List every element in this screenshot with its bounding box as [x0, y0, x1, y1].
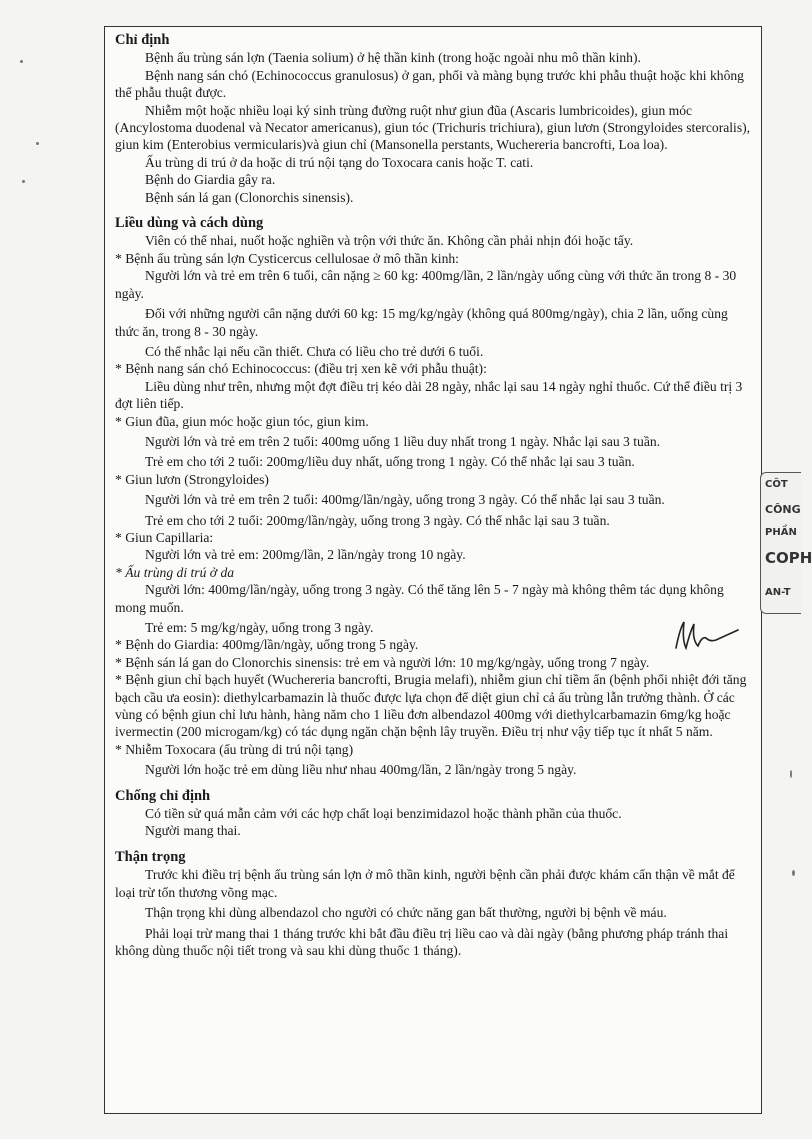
handwritten-signature: [672, 618, 742, 663]
paragraph: Liều dùng như trên, nhưng một đợt điều trị kéo dài 28 ngày, nhắc lại sau 14 ngày nghỉ thuốc. Cứ thể điều trị 3 đợt liên tiếp.: [115, 378, 743, 412]
stamp-text: PHẦN: [765, 527, 797, 538]
paragraph: Phải loại trừ mang thai 1 tháng trước khi bắt đầu điều trị liều cao và dài ngày (bằng phương pháp tránh thai không dùng thuốc nội tiết trong và sau khi dùng thuốc 1 tháng).: [115, 925, 729, 958]
paragraph: Người lớn và trẻ em trên 2 tuổi: 400mg/lần/ngày, uống trong 3 ngày. Có thể nhắc lại sau 3 tuần.: [145, 492, 665, 508]
paragraph: Trước khi điều trị bệnh ấu trùng sán lợn ở mô thần kinh, người bệnh cần phải được khám cẩn thận về mắt để loại trừ tổn thương võng mạc.: [115, 867, 735, 900]
stamp-text: CÔT: [765, 479, 788, 490]
bullet-item: * Giun đũa, giun móc hoặc giun tóc, giun kim.: [115, 413, 369, 429]
margin-speck: [22, 180, 25, 183]
section-heading-than-trong: Thận trọng: [115, 848, 186, 865]
paragraph: Người lớn: 400mg/lần/ngày, uống trong 3 ngày. Có thể tăng lên 5 - 7 ngày mà không thêm tác dụng không mong muốn.: [115, 582, 724, 615]
section-heading-chi-dinh: Chỉ định: [115, 32, 170, 48]
company-stamp: [760, 472, 812, 614]
paragraph: Trẻ em cho tới 2 tuổi: 200mg/liều duy nhất, uống trong 1 ngày. Có thể nhắc lại sau 3 tuần.: [145, 454, 635, 470]
paragraph: Người lớn hoặc trẻ em dùng liều như nhau 400mg/lần, 2 lần/ngày trong 5 ngày.: [145, 762, 577, 778]
bullet-item: * Bệnh do Giardia: 400mg/lần/ngày, uống trong 5 ngày.: [115, 637, 419, 653]
paragraph: Người lớn và trẻ em trên 6 tuổi, cân nặng ≥ 60 kg: 400mg/lần, 2 lần/ngày uống cùng với thức ăn trong 8 - 30 ngày.: [115, 268, 737, 301]
margin-speck: [36, 142, 39, 145]
paragraph: Đối với những người cân nặng dưới 60 kg: 15 mg/kg/ngày (không quá 800mg/ngày), chia 2 lần, uống cùng thức ăn, trong 8 - 30 ngày.: [115, 306, 728, 339]
paragraph: Người lớn và trẻ em: 200mg/lần, 2 lần/ngày trong 10 ngày.: [145, 547, 466, 563]
paragraph: Có thể nhắc lại nếu cần thiết. Chưa có liều cho trẻ dưới 6 tuổi.: [145, 343, 484, 359]
margin-speck: [790, 770, 792, 778]
paragraph: Người mang thai.: [145, 823, 241, 839]
margin-speck: [792, 870, 795, 876]
document-content: [115, 32, 751, 959]
stamp-text: COPH: [765, 549, 812, 567]
document-frame: [104, 26, 762, 1114]
paragraph: Trẻ em: 5 mg/kg/ngày, uống trong 3 ngày.: [145, 620, 374, 635]
bullet-item: * Giun Capillaria:: [115, 529, 214, 545]
margin-speck: [20, 60, 23, 63]
paragraph: Trẻ em cho tới 2 tuổi: 200mg/lần/ngày, uống trong 3 ngày. Có thể nhắc lại sau 3 tuần.: [145, 512, 610, 528]
paragraph: Thận trọng khi dùng albendazol cho người có chức năng gan bất thường, người bị bệnh về máu.: [145, 905, 667, 921]
bullet-item: * Bệnh giun chỉ bạch huyết (Wuchereria bancrofti, Brugia melafi), nhiễm giun chỉ tiềm ẩn (bệnh phổi nhiệt đới tăng bạch cầu ưa eosin): diethylcarbamazin là thuốc được lựa chọn để diệt giun chỉ cả ấu trùng lẫn trưởng thành. Ở các vùng có bệnh giun chỉ lưu hành, hàng năm cho 1 liều đơn albendazol 400mg với diethylcarbamazin 6mg/kg hoặc ivermectin (200 microgam/kg) có tác dụng ngăn chặn bệnh lây truyền. Điều trị như vậy tiếp tục ít nhất 5 năm.: [115, 672, 747, 740]
paragraph: Viên có thể nhai, nuốt hoặc nghiền và trộn với thức ăn. Không cần phải nhịn đói hoặc tẩy.: [145, 233, 634, 249]
paragraph: Người lớn và trẻ em trên 2 tuổi: 400mg uống 1 liều duy nhất trong 1 ngày. Nhắc lại sau 3 tuần.: [145, 433, 661, 449]
bullet-item: * Bệnh sán lá gan do Clonorchis sinensis: trẻ em và người lớn: 10 mg/kg/ngày, uống trong 7 ngày.: [115, 654, 650, 670]
stamp-text: CÔNG: [765, 503, 801, 516]
paragraph: Bệnh nang sán chó (Echinococcus granulosus) ở gan, phổi và màng bụng trước khi phẫu thuật hoặc khi không thể phẫu thuật được.: [115, 67, 744, 101]
bullet-item: * Giun lươn (Strongyloides): [115, 471, 269, 487]
bullet-item: * Bệnh nang sán chó Echinococcus: (điều trị xen kẽ với phẫu thuật):: [115, 361, 487, 377]
section-heading-lieu-dung: Liều dùng và cách dùng: [115, 215, 264, 232]
stamp-text: AN-T: [765, 587, 791, 598]
paragraph: Ấu trùng di trú ở da hoặc di trú nội tạng do Toxocara canis hoặc T. cati.: [145, 154, 534, 170]
paragraph: Nhiễm một hoặc nhiều loại ký sinh trùng đường ruột như giun đũa (Ascaris lumbricoides), giun móc (Ancylostoma duodenal và Necator americanus), giun tóc (Trichuris trichiura), giun lươn (Strongyloides stercoralis), giun kim (Enterobius vermicularis)và giun chỉ (Mansonella perstants, Wuchereria bancrofti, Loa loa).: [115, 102, 751, 153]
section-heading-chong-chi-dinh: Chống chỉ định: [115, 787, 211, 804]
bullet-item: * Nhiễm Toxocara (ấu trùng di trú nội tạng): [115, 741, 354, 757]
paragraph: Có tiền sử quá mẫn cảm với các hợp chất loại benzimidazol hoặc thành phần của thuốc.: [145, 806, 622, 822]
bullet-item: * Ấu trùng di trú ở da: [115, 564, 235, 580]
paragraph: Bệnh sán lá gan (Clonorchis sinensis).: [145, 189, 354, 205]
bullet-item: * Bệnh ấu trùng sán lợn Cysticercus cellulosae ở mô thần kinh:: [115, 250, 459, 266]
paragraph: Bệnh do Giardia gây ra.: [145, 172, 276, 188]
paragraph: Bệnh ấu trùng sán lợn (Taenia solium) ở hệ thần kinh (trong hoặc ngoài nhu mô thần kinh).: [145, 50, 641, 66]
